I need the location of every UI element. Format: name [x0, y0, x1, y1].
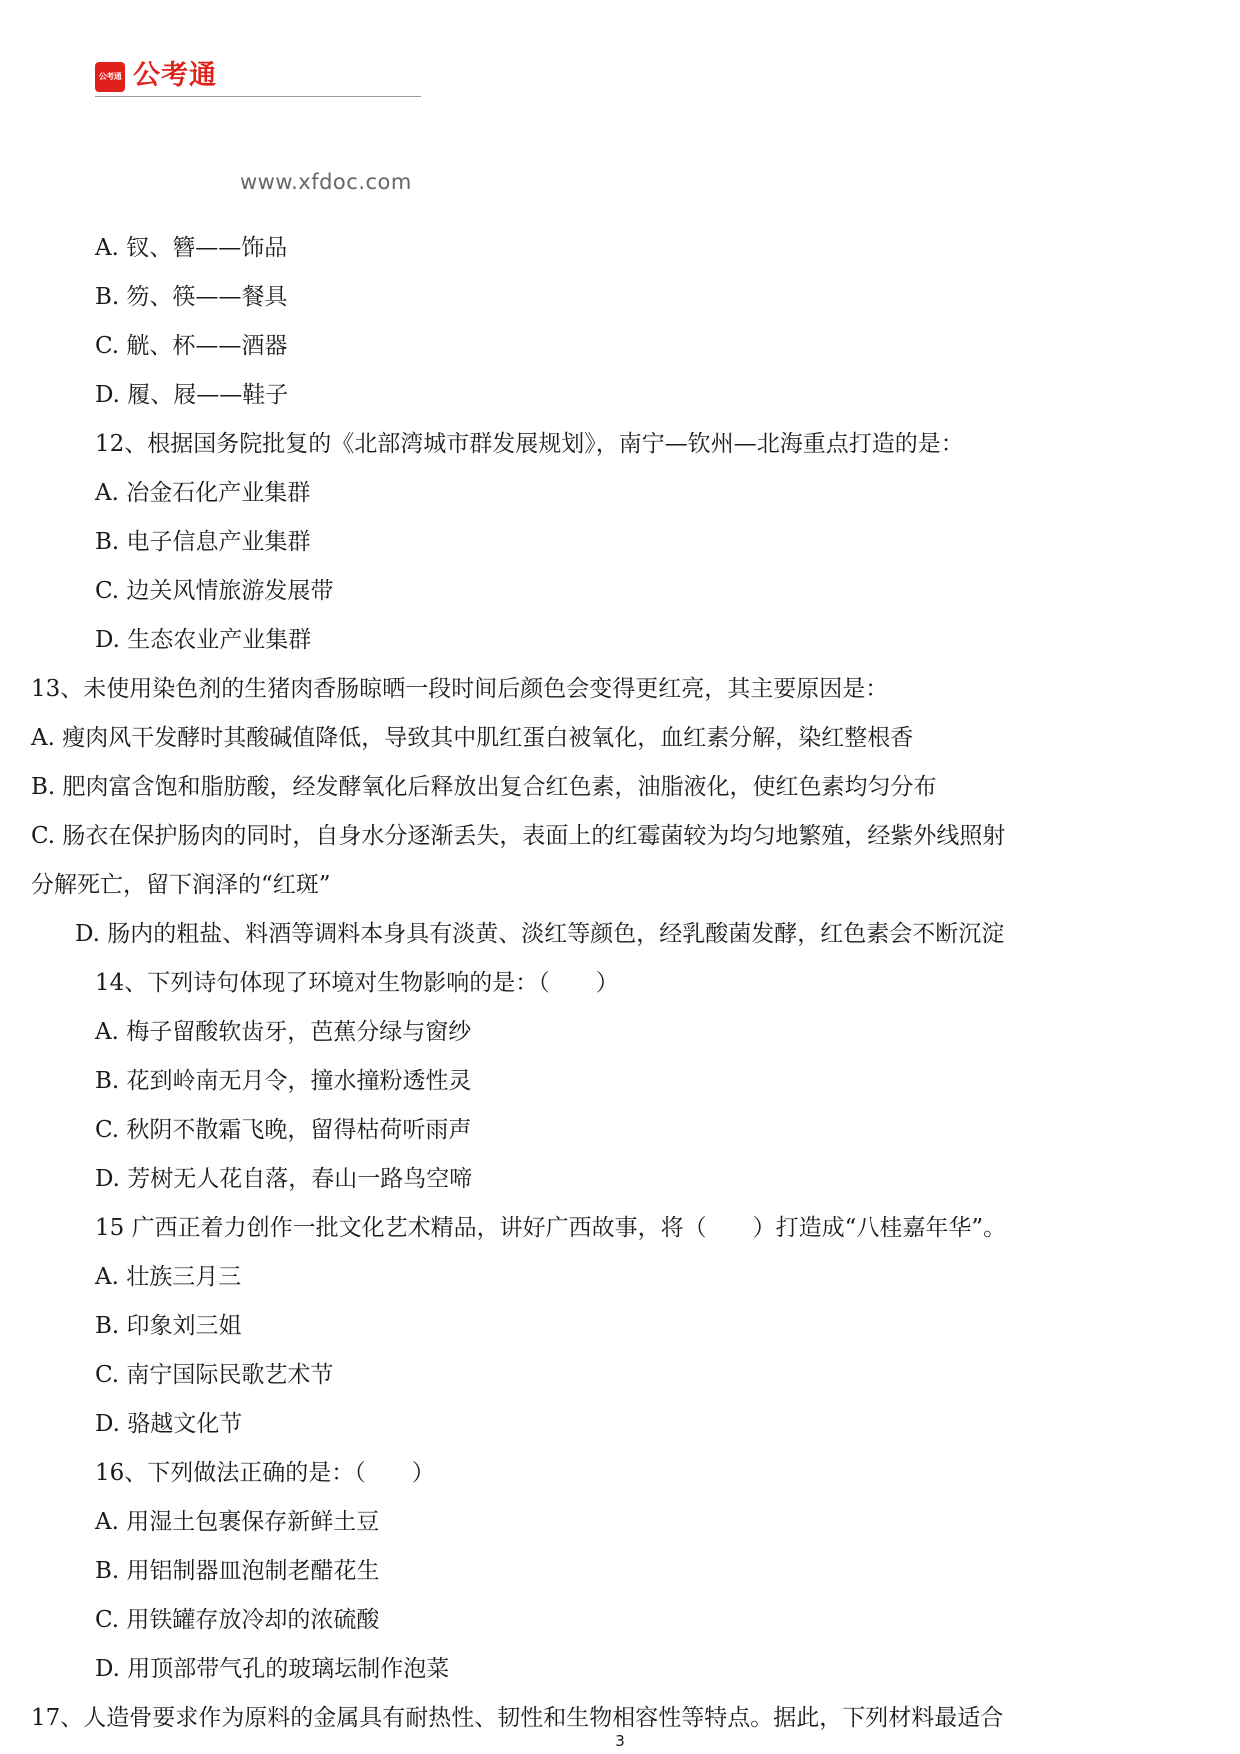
option-line: A. 梅子留酸软齿牙，芭蕉分绿与窗纱	[95, 1019, 472, 1045]
option-line: C. 觥、杯——酒器	[95, 333, 288, 359]
question-16: 16、下列做法正确的是：（ ）	[95, 1460, 435, 1486]
logo-badge: 公考通	[95, 62, 125, 92]
option-line: D. 芳树无人花自落，春山一路鸟空啼	[95, 1166, 473, 1192]
option-line: C. 秋阴不散霜飞晚，留得枯荷听雨声	[95, 1117, 472, 1143]
watermark-url: www.xfdoc.com	[240, 170, 412, 194]
option-line: C. 肠衣在保护肠肉的同时，自身水分逐渐丢失，表面上的红霉菌较为均匀地繁殖，经紫外线照射	[31, 823, 1006, 849]
option-line: B. 用铝制器皿泡制老醋花生	[95, 1558, 380, 1584]
option-line: B. 肥肉富含饱和脂肪酸，经发酵氧化后释放出复合红色素，油脂液化，使红色素均匀分布	[31, 774, 937, 800]
question-17: 17、人造骨要求作为原料的金属具有耐热性、韧性和生物相容性等特点。据此，下列材料最适合	[31, 1705, 1004, 1731]
option-line: D. 生态农业产业集群	[95, 627, 312, 653]
option-line: B. 电子信息产业集群	[95, 529, 311, 555]
option-line: B. 花到岭南无月令，撞水撞粉透性灵	[95, 1068, 472, 1094]
option-line: C. 南宁国际民歌艺术节	[95, 1362, 334, 1388]
option-line: D. 骆越文化节	[95, 1411, 243, 1437]
option-line: A. 钗、簪——饰品	[95, 235, 288, 261]
option-line: C. 用铁罐存放冷却的浓硫酸	[95, 1607, 380, 1633]
option-line: D. 用顶部带气孔的玻璃坛制作泡菜	[95, 1656, 450, 1682]
page-header	[95, 58, 421, 97]
option-line: B. 笏、筷——餐具	[95, 284, 288, 310]
option-line: A. 用湿土包裹保存新鲜土豆	[95, 1509, 380, 1535]
page-number: 3	[615, 1732, 625, 1750]
option-line: A. 壮族三月三	[95, 1264, 242, 1290]
logo-text: 公考通	[133, 60, 217, 91]
option-line: A. 冶金石化产业集群	[95, 480, 311, 506]
option-line: B. 印象刘三姐	[95, 1313, 242, 1339]
option-line: D. 肠内的粗盐、料酒等调料本身具有淡黄、淡红等颜色，经乳酸菌发酵，红色素会不断沉淀	[75, 921, 1005, 947]
option-line: D. 履、屐——鞋子	[95, 382, 289, 408]
option-line-continued: 分解死亡，留下润泽的“红斑”	[31, 872, 331, 898]
question-14: 14、下列诗句体现了环境对生物影响的是：（ ）	[95, 970, 619, 996]
option-line: A. 瘦肉风干发酵时其酸碱值降低，导致其中肌红蛋白被氧化，血红素分解，染红整根香	[31, 725, 914, 751]
option-line: C. 边关风情旅游发展带	[95, 578, 334, 604]
question-12: 12、根据国务院批复的《北部湾城市群发展规划》，南宁—钦州—北海重点打造的是：	[95, 431, 964, 457]
question-15: 15 广西正着力创作一批文化艺术精品，讲好广西故事，将（ ）打造成“八桂嘉年华”。	[95, 1215, 1007, 1241]
question-13: 13、未使用染色剂的生猪肉香肠晾晒一段时间后颜色会变得更红亮，其主要原因是：	[31, 676, 889, 702]
